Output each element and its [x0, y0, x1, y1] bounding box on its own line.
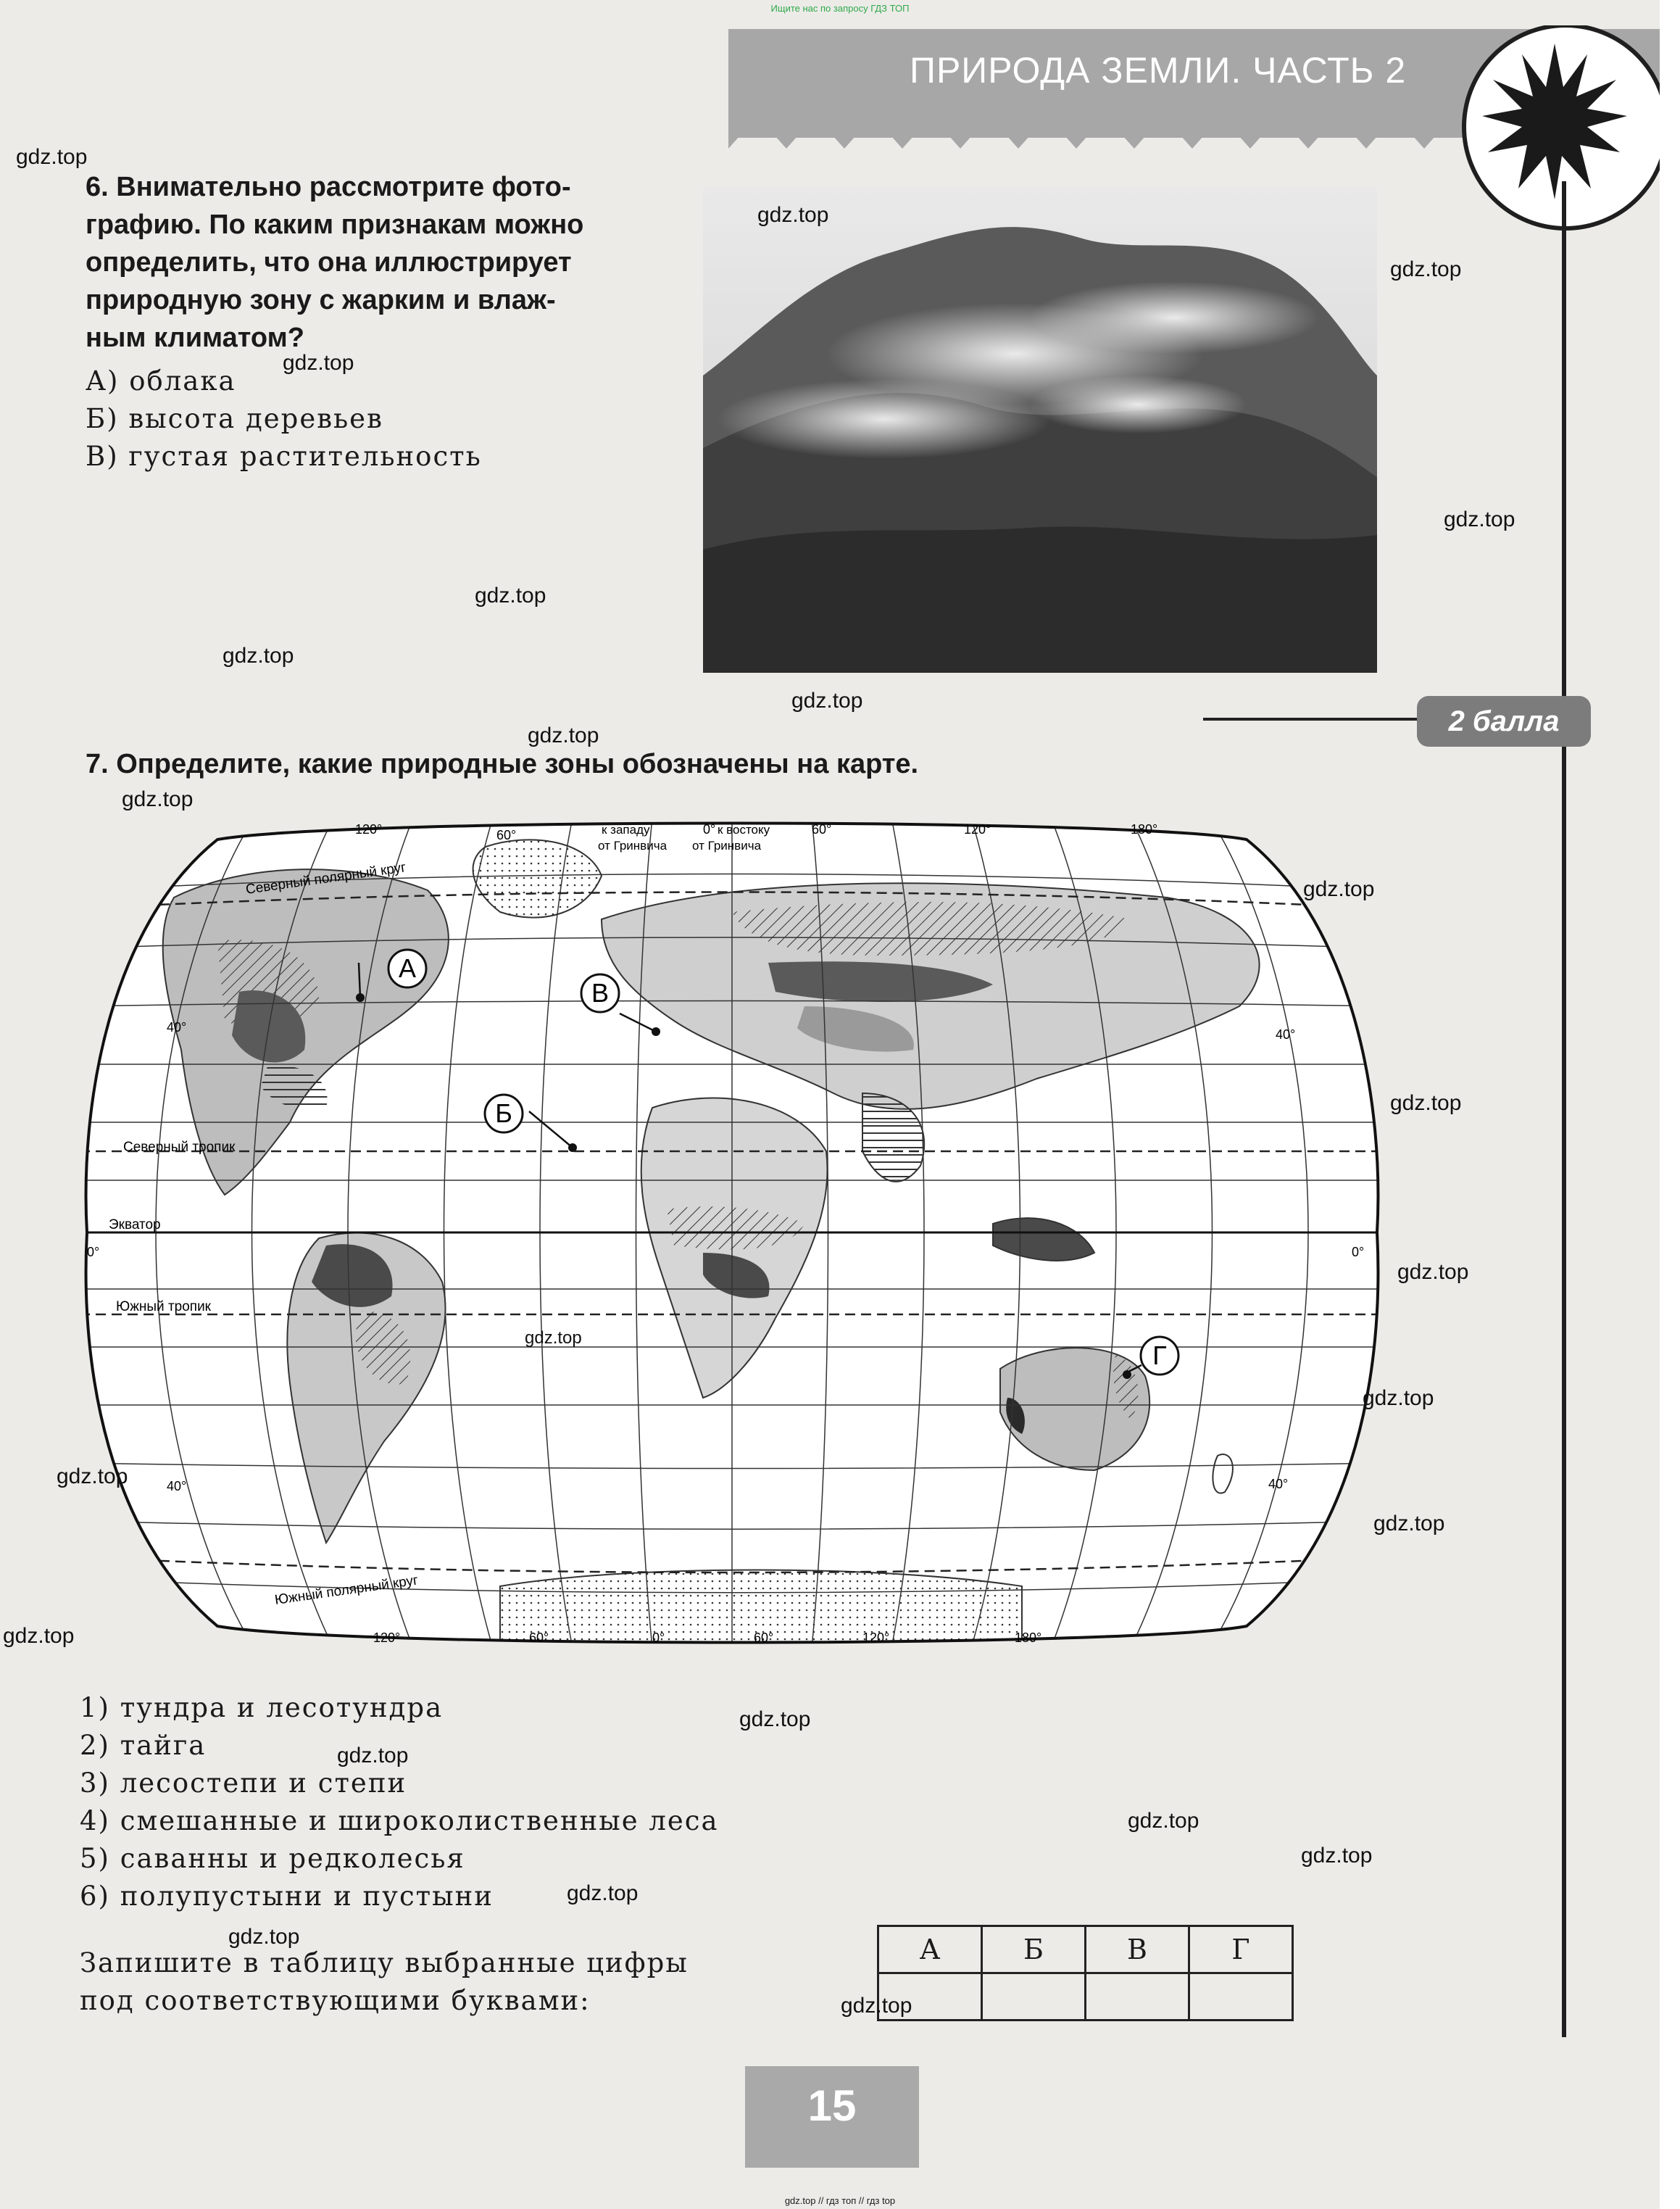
label-east-of: к востоку [718, 823, 770, 837]
top-tick: 120° [355, 822, 383, 837]
svg-text:В: В [591, 978, 610, 1008]
watermark: gdz.top [1444, 507, 1515, 531]
q7-option-3: 3) лесостепи и степи [80, 1767, 407, 1799]
right-margin-line [1562, 181, 1566, 2037]
watermark: gdz.top [525, 1328, 582, 1348]
header-title: ПРИРОДА ЗЕМЛИ. ЧАСТЬ 2 [910, 50, 1407, 91]
label-arctic-circle-n: Северный полярный круг [244, 860, 407, 898]
lat-left-label: 40° [167, 1479, 187, 1493]
header-zigzag [728, 109, 1453, 152]
watermark: gdz.top [3, 1624, 75, 1648]
bottom-note: gdz.top // гдз топ // гдз top [784, 2195, 896, 2206]
bottom-tick: 180° [1015, 1630, 1042, 1645]
star-emblem-icon [1446, 25, 1663, 243]
answer-cell-v[interactable] [1086, 1973, 1189, 2021]
right-paper-edge [1660, 0, 1680, 2209]
label-west-of: к западу [602, 823, 650, 837]
top-tick: 120° [964, 822, 991, 837]
q6-option-b[interactable]: Б) высота деревьев [86, 403, 383, 434]
watermark: gdz.top [739, 1707, 811, 1731]
q7-option-6: 6) полупустыни и пустыни [80, 1881, 494, 1912]
bottom-tick: 60° [529, 1630, 549, 1645]
bottom-tick: 0° [652, 1630, 665, 1645]
q7-option-2: 2) тайга [80, 1730, 207, 1761]
watermark: gdz.top [337, 1744, 409, 1767]
q7-option-1: 1) тундра и лесотундра [80, 1692, 444, 1723]
top-note: Ищите нас по запросу ГДЗ ТОП [770, 3, 910, 14]
svg-text:А: А [398, 953, 417, 983]
q7-option-5: 5) саванны и редколесья [80, 1843, 465, 1874]
watermark: gdz.top [757, 203, 829, 227]
watermark: gdz.top [841, 1994, 912, 2018]
q7-instruction: Запишите в таблицу выбранные цифры под соответствующими буквами: [80, 1947, 689, 2016]
watermark: gdz.top [1301, 1844, 1373, 1868]
answer-header-v: В [1086, 1926, 1189, 1973]
answer-cell-g[interactable] [1189, 1973, 1293, 2021]
watermark: gdz.top [475, 584, 546, 608]
label-arctic-circle-s: Южный полярный круг [273, 1572, 420, 1608]
svg-text:Г: Г [1152, 1340, 1167, 1370]
top-tick: 60° [496, 828, 517, 842]
answer-table [877, 1925, 1294, 2021]
watermark: gdz.top [567, 1881, 639, 1905]
lat-right-label: 0° [1352, 1245, 1365, 1259]
svg-text:Б: Б [495, 1098, 512, 1128]
watermark: gdz.top [122, 787, 194, 811]
bottom-tick: 60° [754, 1630, 774, 1645]
world-map [80, 818, 1384, 1648]
points-line [1203, 718, 1421, 721]
watermark: gdz.top [528, 724, 599, 747]
q6-option-a[interactable]: А) облака [86, 365, 236, 397]
label-tropic-s: Южный тропик [116, 1299, 211, 1314]
q7-option-4: 4) смешанные и широколиственные леса [80, 1805, 719, 1836]
q7-title: 7. Определите, какие природные зоны обозначены на карте. [86, 749, 919, 779]
lat-left-label: 40° [167, 1020, 187, 1035]
watermark: gdz.top [16, 145, 88, 169]
watermark: gdz.top [1363, 1386, 1434, 1410]
label-tropic-n: Северный тропик [123, 1140, 236, 1155]
watermark: gdz.top [57, 1464, 128, 1488]
top-tick: 0° [703, 822, 716, 837]
lat-right-label: 40° [1276, 1027, 1296, 1042]
watermark: gdz.top [223, 644, 294, 668]
page-number: 15 [807, 2081, 857, 2130]
answer-cell-b[interactable] [982, 1973, 1086, 2021]
q6-title: 6. Внимательно рассмотрите фото- графию. По каким признакам можно определить, что она иллюстрирует природную зону с жарким и влаж- ным климатом? [86, 172, 584, 353]
watermark: gdz.top [1397, 1260, 1469, 1284]
watermark: gdz.top [283, 351, 354, 375]
q6-option-c[interactable]: В) густая растительность [86, 441, 482, 472]
lat-left-label: 0° [87, 1245, 100, 1259]
watermark: gdz.top [1390, 257, 1462, 281]
watermark: gdz.top [228, 1925, 300, 1949]
bottom-tick: 120° [862, 1630, 890, 1645]
answer-header-g: Г [1189, 1926, 1293, 1973]
q6-options [86, 362, 482, 476]
watermark: gdz.top [1303, 877, 1375, 901]
label-greenwich-e: от Гринвича [692, 839, 762, 853]
answer-header-a: А [878, 1926, 982, 1973]
watermark: gdz.top [1373, 1512, 1445, 1535]
watermark: gdz.top [1128, 1809, 1199, 1833]
lat-right-label: 40° [1268, 1477, 1289, 1491]
forest-photo [703, 187, 1377, 673]
label-equator: Экватор [109, 1217, 161, 1232]
top-tick: 60° [812, 822, 832, 837]
bottom-tick: 120° [373, 1630, 401, 1645]
watermark: gdz.top [1390, 1091, 1462, 1115]
answer-header-b: Б [982, 1926, 1086, 1973]
label-greenwich-w: от Гринвича [598, 839, 668, 853]
watermark: gdz.top [791, 689, 863, 713]
points-badge: 2 балла [1417, 696, 1591, 747]
top-tick: 180° [1131, 822, 1158, 837]
